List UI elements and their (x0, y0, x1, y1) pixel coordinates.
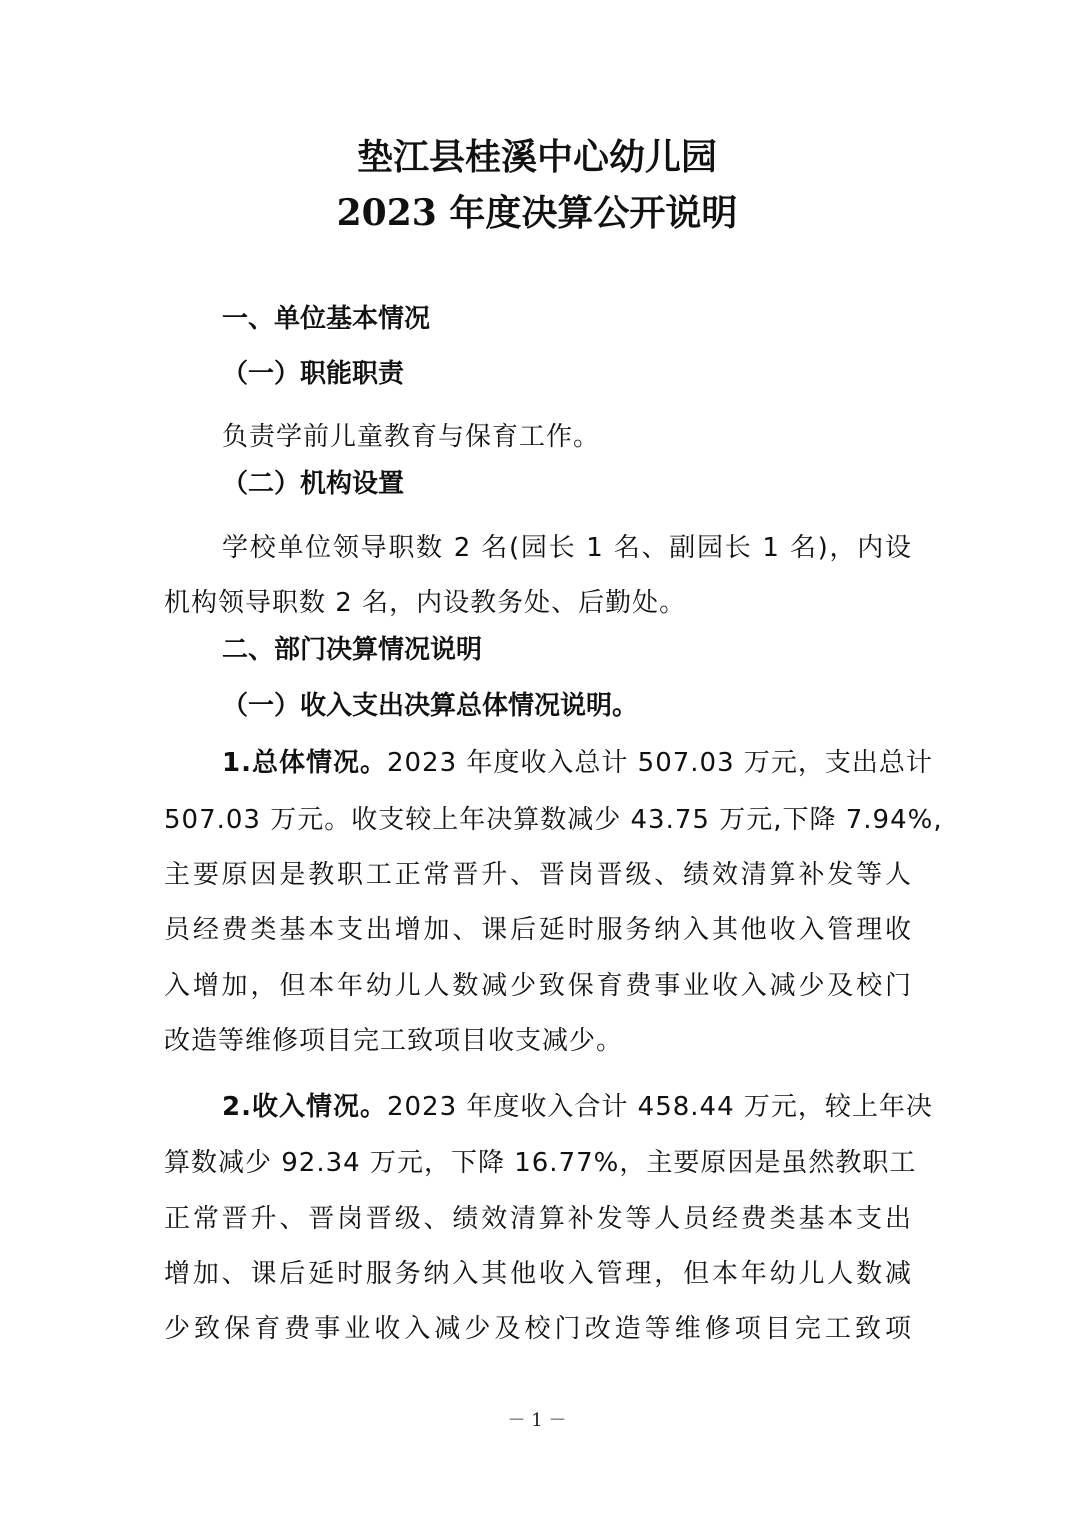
subsection-heading-organization: （二）机构设置 (222, 469, 405, 499)
paragraph-duties: 负责学前儿童教育与保育工作。 (222, 422, 601, 452)
paragraph-overall-line5: 入增加，但本年幼儿人数减少致保育费事业收入减少及校门 (164, 971, 912, 1001)
paragraph-overall-line1-text: 2023 年度收入总计 507.03 万元，支出总计 (386, 748, 933, 778)
paragraph-overall-lead: 1.总体情况。 (222, 748, 387, 778)
paragraph-organization-line2: 机构领导职数 2 名，内设教务处、后勤处。 (164, 588, 687, 618)
paragraph-income-lead: 2.收入情况。 (222, 1092, 387, 1122)
paragraph-income-line3: 正常晋升、晋岗晋级、绩效清算补发等人员经费类基本支出 (164, 1204, 912, 1234)
paragraph-overall-line6: 改造等维修项目完工致项目收支减少。 (164, 1026, 624, 1056)
paragraph-income-line4: 增加、课后延时服务纳入其他收入管理，但本年幼儿人数减 (164, 1259, 912, 1289)
paragraph-income-line2: 算数减少 92.34 万元，下降 16.77%，主要原因是虽然教职工 (164, 1148, 917, 1178)
paragraph-income-line1-text: 2023 年度收入合计 458.44 万元，较上年决 (386, 1092, 933, 1122)
paragraph-overall-line3: 主要原因是教职工正常晋升、晋岗晋级、绩效清算补发等人 (164, 860, 912, 890)
paragraph-income-line5: 少致保育费事业收入减少及校门改造等维修项目完工致项 (164, 1314, 912, 1344)
section-heading-final-accounts: 二、部门决算情况说明 (222, 635, 483, 665)
document-title-line2: 2023 年度决算公开说明 (336, 192, 738, 234)
paragraph-overall-line1 (222, 743, 933, 783)
section-heading-basic-info: 一、单位基本情况 (222, 304, 431, 334)
document-title-line1: 垫江县桂溪中心幼儿园 (356, 136, 717, 178)
subsection-heading-duties: （一）职能职责 (222, 359, 405, 389)
paragraph-income-line1 (222, 1087, 933, 1127)
paragraph-organization-line1: 学校单位领导职数 2 名(园长 1 名、副园长 1 名)，内设 (222, 533, 912, 563)
subsection-heading-overall: （一）收入支出决算总体情况说明。 (222, 691, 639, 721)
paragraph-overall-line4: 员经费类基本支出增加、课后延时服务纳入其他收入管理收 (164, 915, 912, 945)
page-number: － 1 － (507, 1410, 567, 1431)
paragraph-overall-line2: 507.03 万元。收支较上年决算数减少 43.75 万元,下降 7.94%, (164, 805, 943, 835)
